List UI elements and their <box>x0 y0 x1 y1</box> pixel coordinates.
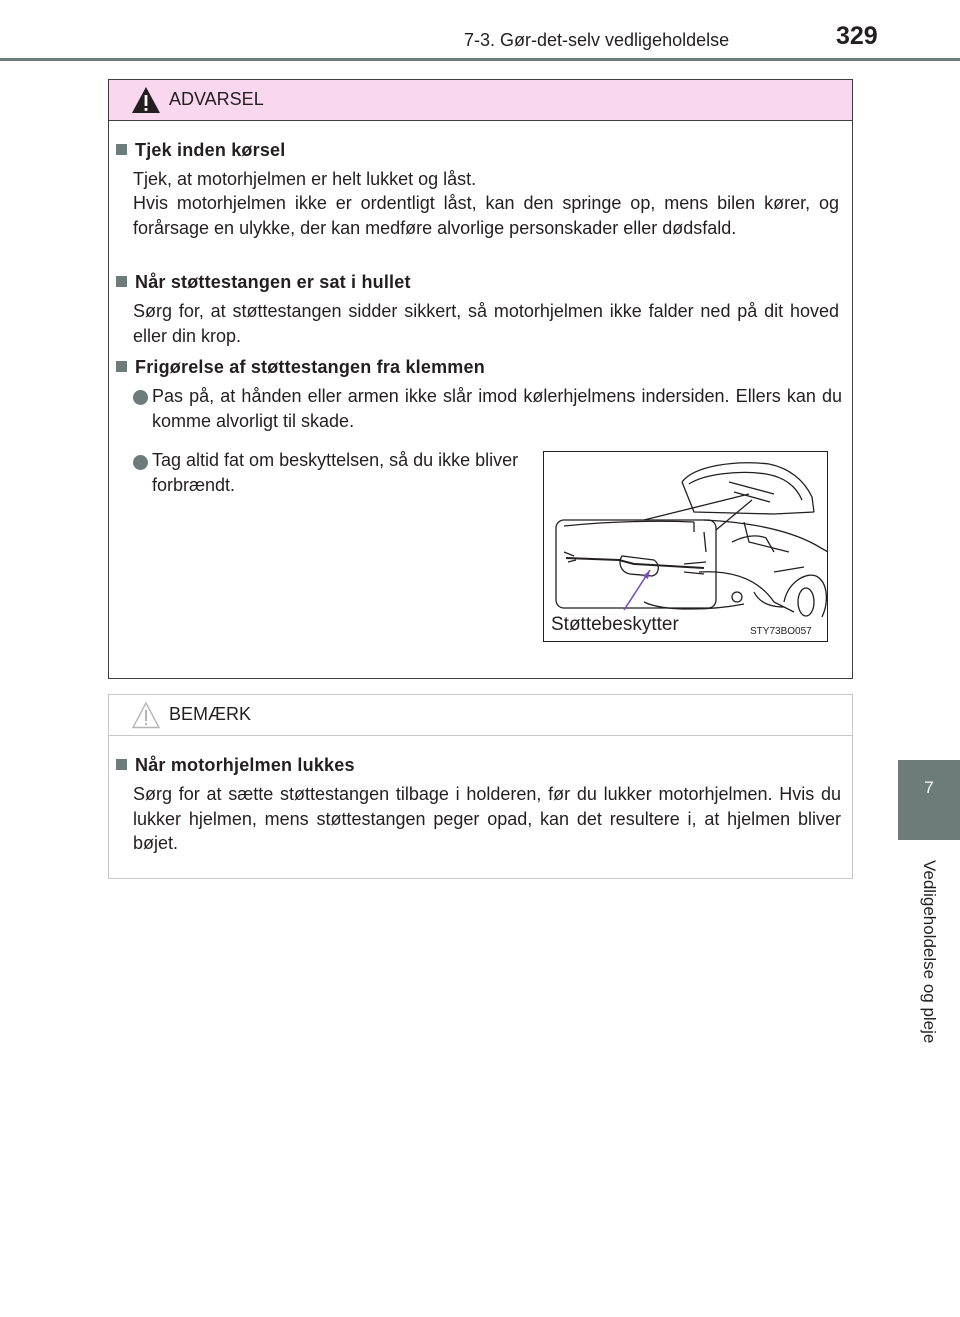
hood-support-figure <box>543 451 828 642</box>
bullet-text: Pas på, at hånden eller armen ikke slår imod kølerhjelmens indersiden. Ellers kan du komme alvorligt til skade. <box>152 386 842 431</box>
warning-title: ADVARSEL <box>169 89 264 109</box>
round-bullet-icon <box>133 390 148 405</box>
figure-callout-label: Støttebeskytter <box>551 614 679 635</box>
square-bullet-icon <box>116 759 127 770</box>
heading-text: Tjek inden kørsel <box>135 140 286 160</box>
paragraph: Hvis motorhjelmen ikke er ordentligt låst, kan den springe op, mens bilen kører, og forårsage en ulykke, der kan medføre alvorlige personskader eller dødsfald. <box>133 193 839 238</box>
square-bullet-icon <box>116 361 127 372</box>
warning-header <box>109 80 852 121</box>
header-rule <box>0 58 960 61</box>
section-heading <box>116 755 355 776</box>
round-bullet-icon <box>133 455 148 470</box>
chapter-title-vertical <box>920 860 949 1160</box>
heading-text: Frigørelse af støttestangen fra klemmen <box>135 357 485 377</box>
section-heading <box>116 357 485 378</box>
bullet-text: Tag altid fat om beskyttelsen, så du ikke bliver forbrændt. <box>152 450 519 495</box>
heading-text: Når motorhjelmen lukkes <box>135 755 355 775</box>
notice-title: BEMÆRK <box>169 704 252 724</box>
page-number: 329 <box>836 22 878 50</box>
heading-text: Når støttestangen er sat i hullet <box>135 272 411 292</box>
figure-code: STY73BO057 <box>750 626 812 637</box>
warning-triangle-icon <box>131 86 161 114</box>
section-title: 7-3. Gør-det-selv vedligeholdelse <box>464 30 730 50</box>
square-bullet-icon <box>116 144 127 155</box>
paragraph: Tjek, at motorhjelmen er helt lukket og låst. <box>133 169 477 189</box>
caution-triangle-outline-icon <box>131 701 161 729</box>
section-heading <box>116 140 285 161</box>
notice-header <box>109 695 852 736</box>
chapter-tab: 7 <box>898 760 960 840</box>
paragraph: Sørg for at sætte støttestangen tilbage i holderen, før du lukker motorhjelmen. Hvis du lukker hjelmen, mens støttestangen peger opad, kan det resultere i, at hjelmen bliver bøjet. <box>133 784 841 853</box>
square-bullet-icon <box>116 276 127 287</box>
chapter-title-text: Vedligeholdelse og pleje <box>920 860 939 1044</box>
paragraph: Sørg for, at støttestangen sidder sikkert, så motorhjelmen ikke falder ned på dit hoved eller din krop. <box>133 301 839 346</box>
section-heading <box>116 272 411 293</box>
